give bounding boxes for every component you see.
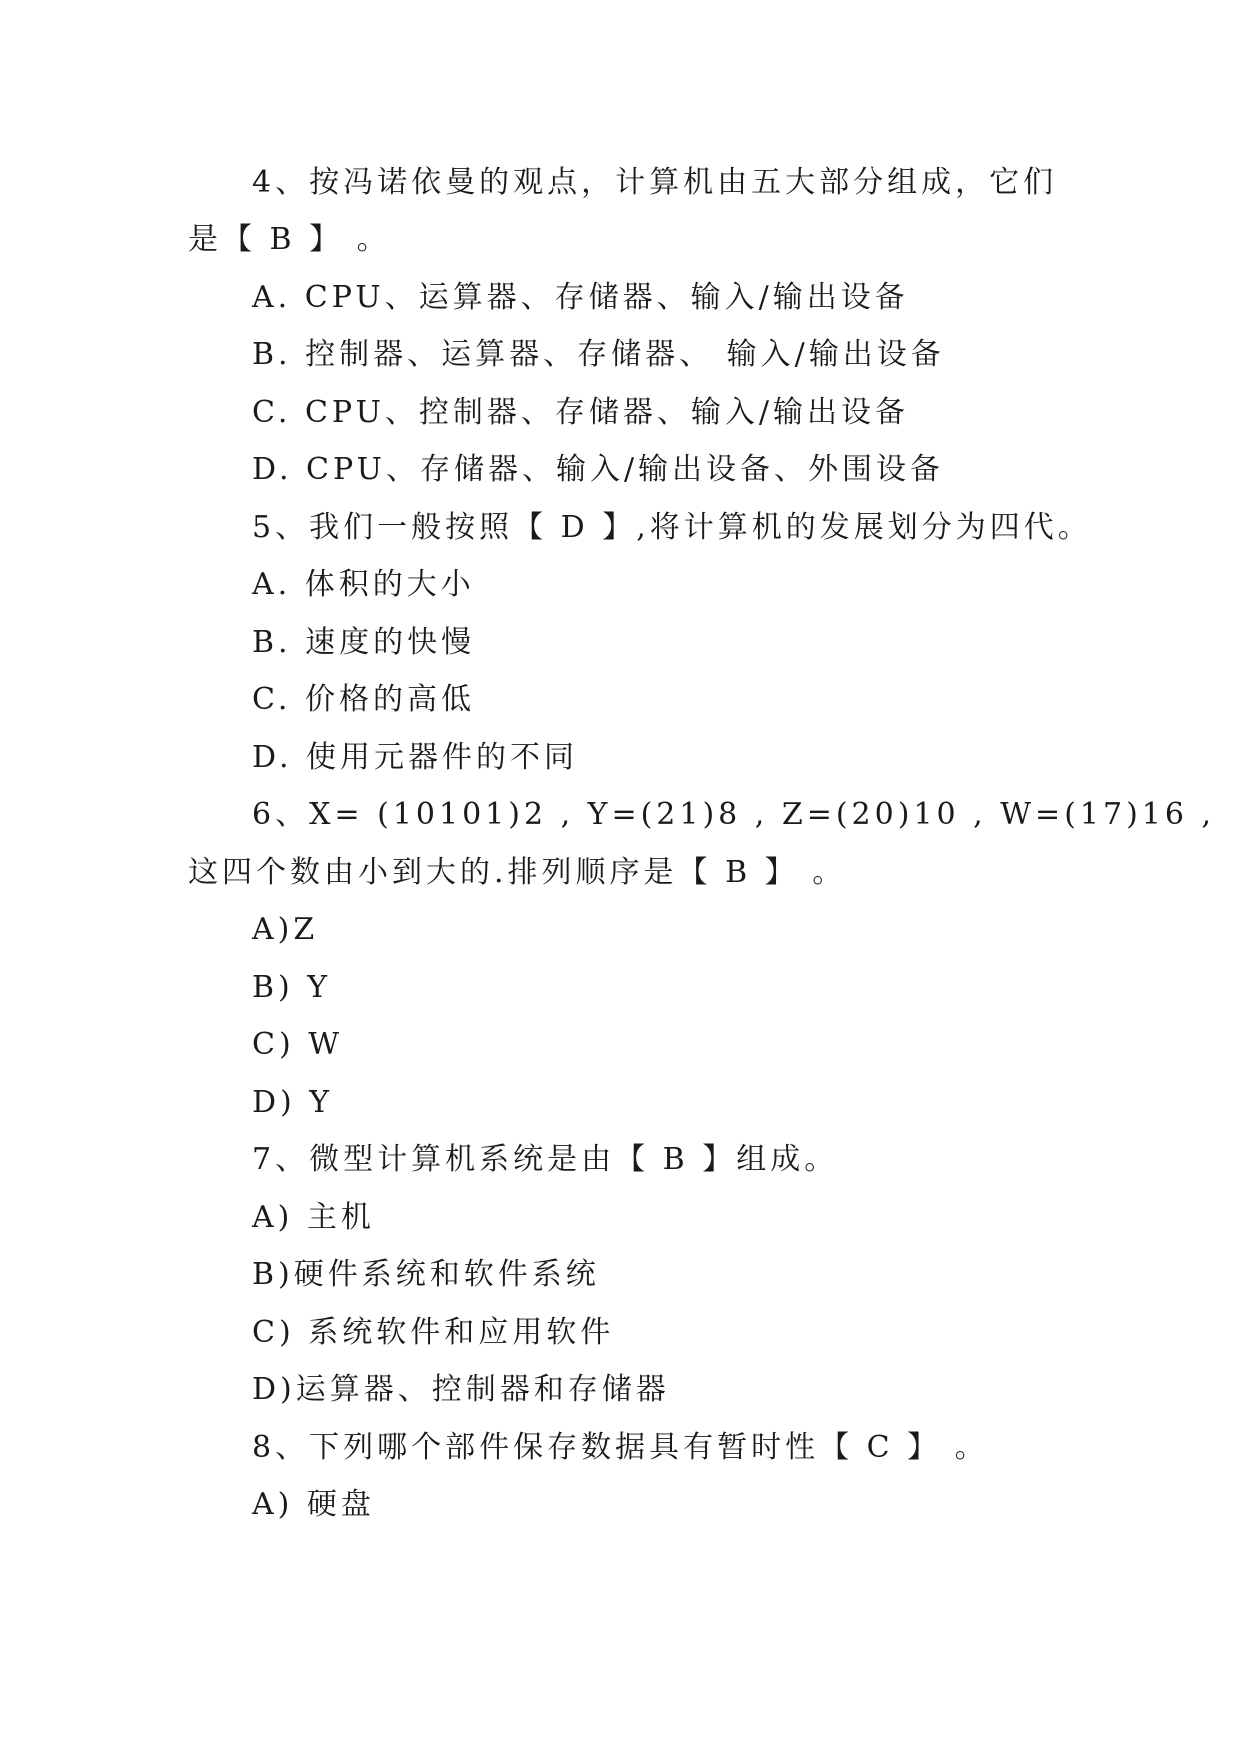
q6-option-a: A)Z [252,912,319,947]
q6-option-b: B) Y [252,970,332,1005]
q5-option-d: D. 使用元器件的不同 [252,740,579,775]
q4-option-c: C. CPU、控制器、存储器、输入/输出设备 [252,395,909,430]
q7-option-c: C) 系统软件和应用软件 [252,1315,615,1350]
q6-stem-line2: 这四个数由小到大的.排列顺序是【 B 】 。 [188,855,847,890]
q4-option-a: A. CPU、运算器、存储器、输入/输出设备 [252,280,909,315]
q6-option-c: C) W [252,1027,344,1062]
q7-option-d: D)运算器、控制器和存储器 [252,1372,670,1407]
q5-option-b: B. 速度的快慢 [252,625,476,660]
q7-option-b: B)硬件系统和软件系统 [252,1257,600,1292]
q7-stem-line1: 7、微型计算机系统是由【 B 】组成。 [252,1142,839,1177]
q8-option-a: A) 硬盘 [252,1487,375,1522]
q4-option-b: B. 控制器、运算器、存储器、 输入/输出设备 [252,337,945,372]
q4-stem-line2: 是【 B 】 。 [188,222,391,257]
q4-option-d: D. CPU、存储器、输入/输出设备、外围设备 [252,452,945,487]
q5-option-a: A. 体积的大小 [252,567,475,602]
q5-stem-line1: 5、我们一般按照【 D 】,将计算机的发展划分为四代。 [252,510,1092,545]
q6-stem-line1: 6、X= (10101)2 , Y=(21)8 , Z=(20)10 , W=(17)16 , [252,797,1216,832]
q6-option-d: D) Y [252,1085,334,1120]
q7-option-a: A) 主机 [252,1200,375,1235]
q4-stem-line1: 4、按冯诺依曼的观点，计算机由五大部分组成，它们 [252,165,1058,200]
q5-option-c: C. 价格的高低 [252,682,475,717]
q8-stem-line1: 8、下列哪个部件保存数据具有暂时性【 C 】 。 [252,1430,989,1465]
